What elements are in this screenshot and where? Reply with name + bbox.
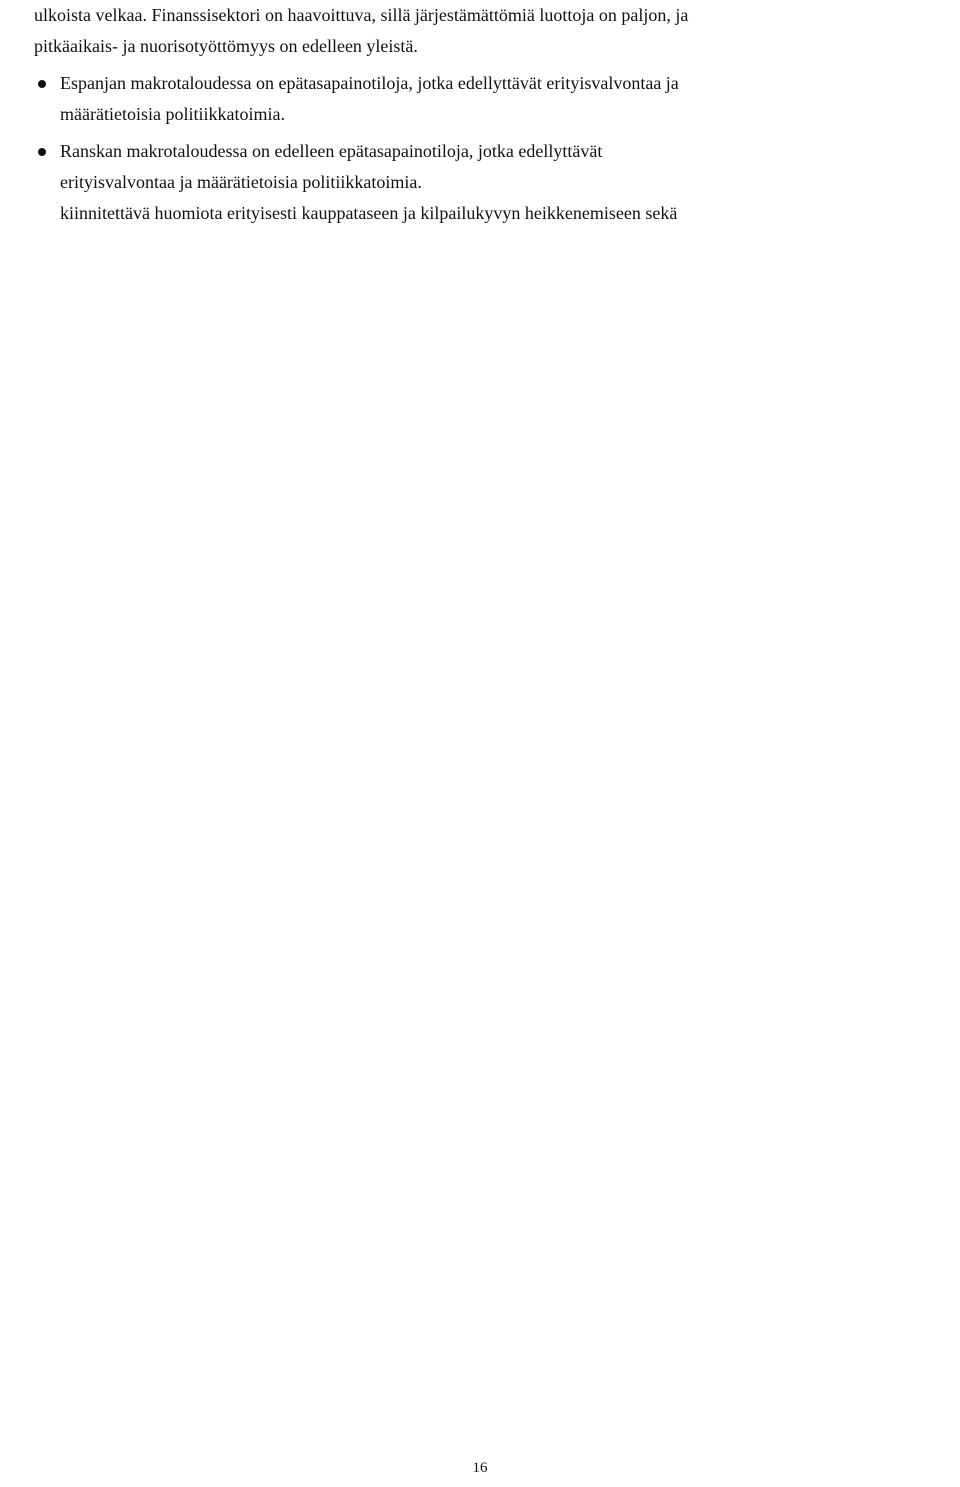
bullet-1-title: Espanjan [60, 73, 126, 93]
bullet-2-line-2: kiinnitettävä huomiota erityisesti kauppataseen ja kilpailukyvyn heikkenemiseen sekä [60, 203, 678, 223]
bullet-2-lead: makrotaloudessa on edelleen epätasapainotiloja, jotka edellyttävät [126, 141, 603, 161]
lead-line-2: pitkäaikais- ja nuorisotyöttömyys on edelleen yleistä. [34, 36, 418, 56]
page-number: 16 [472, 1460, 488, 1476]
bullet-2-title: Ranskan [60, 141, 122, 161]
bullet-1-line-2: määrätietoisia politiikkatoimia. [60, 104, 285, 124]
bullet-2-line-1: erityisvalvontaa ja määrätietoisia politiikkatoimia. [60, 172, 422, 192]
bullet-ranska [34, 136, 930, 229]
bullet-espanja [34, 68, 930, 130]
bullet-1-line-1: makrotaloudessa on epätasapainotiloja, jotka edellyttävät erityisvalvontaa ja [130, 73, 679, 93]
lead-line-1: ulkoista velkaa. Finanssisektori on haavoittuva, sillä järjestämättömiä luottoja on paljon, ja [34, 5, 689, 25]
